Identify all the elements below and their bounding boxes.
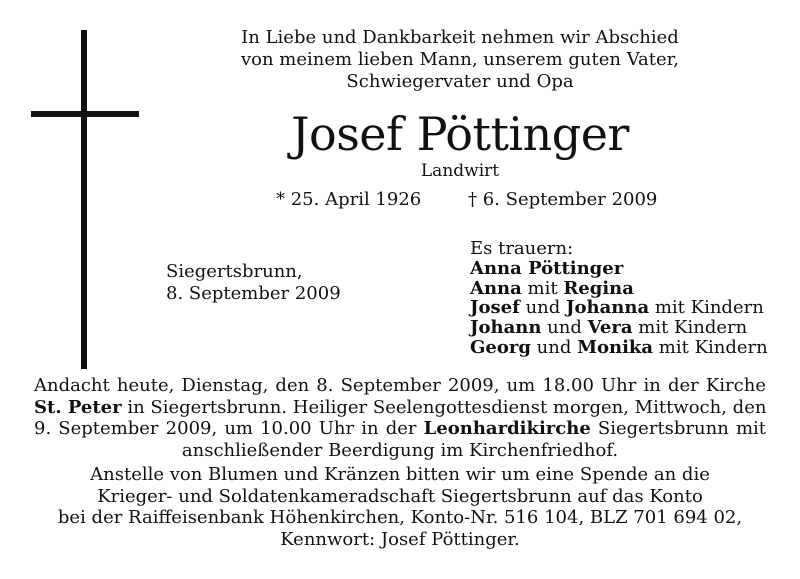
birth-date: * 25. April 1926	[276, 189, 422, 210]
mourner-suffix: mit Kindern	[649, 297, 764, 319]
mourner-joiner: mit	[521, 277, 564, 299]
mourner-joiner: und	[530, 336, 578, 358]
mourner-suffix: mit Kindern	[632, 317, 748, 339]
mourner-name: Vera	[587, 317, 633, 339]
mourner-name: Anna	[470, 277, 522, 299]
mourners-list	[470, 239, 768, 358]
church-name: Leonhardikirche	[423, 418, 591, 439]
intro-line: Schwiegervater und Opa	[346, 71, 574, 92]
service-information	[34, 375, 766, 461]
mourner-joiner: und	[541, 317, 588, 339]
mourner-name: Regina	[563, 277, 634, 299]
mourners-heading: Es trauern:	[470, 238, 574, 259]
service-line	[34, 418, 766, 440]
intro-line: In Liebe und Dankbarkeit nehmen wir Abschied	[241, 27, 679, 48]
mourner-joiner: und	[519, 297, 567, 319]
donation-line: Anstelle von Blumen und Kränzen bitten wir um eine Spende an die	[90, 464, 710, 485]
donation-line: Krieger- und Soldatenkameradschaft Siegertsbrunn auf das Konto	[97, 485, 703, 507]
mourner-line	[470, 318, 768, 338]
service-text: Siegertsbrunn mit	[590, 418, 767, 439]
mourner-name: Monika	[577, 336, 654, 358]
service-line	[34, 397, 766, 419]
mourner-line	[470, 279, 768, 299]
church-name: St. Peter	[34, 396, 122, 418]
cross-horizontal-bar	[31, 111, 139, 117]
intro-text	[160, 27, 760, 93]
service-line: anschließender Beerdigung im Kirchenfriedhof.	[181, 439, 619, 461]
donation-request	[34, 464, 766, 550]
mourner-line	[470, 259, 768, 279]
service-text: 9. September 2009, um 10.00 Uhr in der	[34, 418, 424, 439]
service-line: Andacht heute, Dienstag, den 8. September 2009, um 18.00 Uhr in der Kirche	[34, 375, 766, 396]
mourner-line	[470, 338, 768, 358]
intro-line: von meinem lieben Mann, unserem guten Vater,	[240, 49, 680, 70]
place-and-date	[166, 261, 341, 305]
mourner-line	[470, 298, 768, 318]
death-date: † 6. September 2009	[468, 189, 658, 210]
place: Siegertsbrunn,	[166, 261, 303, 282]
donation-line: bei der Raiffeisenbank Höhenkirchen, Konto-Nr. 516 104, BLZ 701 694 02,	[57, 507, 743, 528]
cross-vertical-bar	[81, 30, 87, 369]
deceased-profession: Landwirt	[420, 161, 500, 181]
service-text: in Siegertsbrunn. Heiliger Seelengottesdienst morgen, Mittwoch, den	[121, 396, 767, 418]
mourner-name: Georg	[470, 336, 531, 358]
deceased-name: Josef Pöttinger	[291, 107, 629, 161]
mourner-name: Johanna	[566, 297, 650, 319]
mourner-name: Anna Pöttinger	[470, 257, 624, 279]
date: 8. September 2009	[166, 283, 341, 304]
mourner-name: Johann	[470, 317, 542, 339]
mourner-name: Josef	[470, 297, 520, 319]
donation-line: Kennwort: Josef Pöttinger.	[280, 528, 520, 550]
mourner-suffix: mit Kindern	[653, 336, 768, 358]
